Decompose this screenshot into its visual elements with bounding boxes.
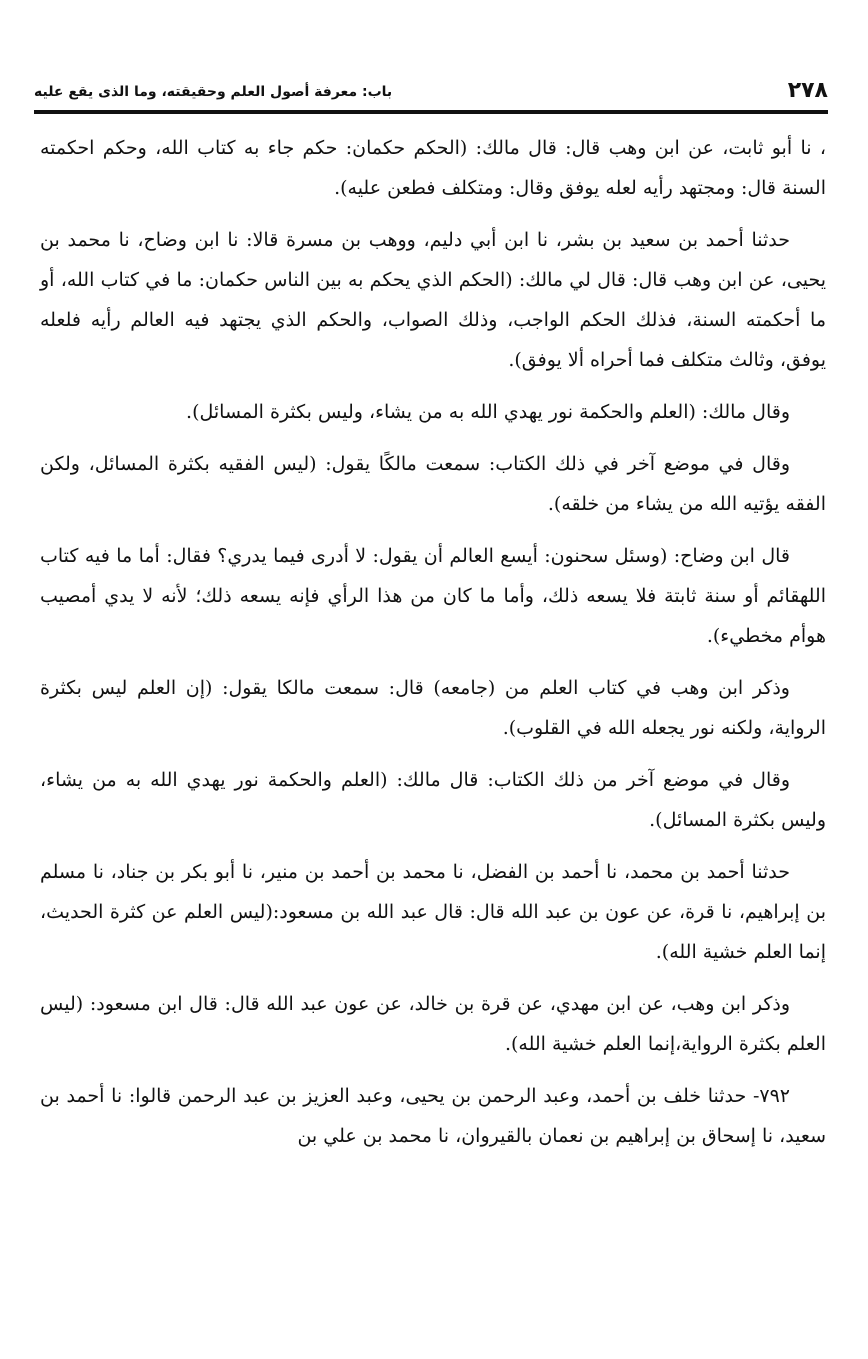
paragraph-10: ٧٩٢- حدثنا خلف بن أحمد، وعبد الرحمن بن يحيى، وعبد العزيز بن عبد الرحمن قالوا: نا أحمد بن سعيد، نا إسحاق بن إبراهيم بن نعمان بالقيروان، نا محمد بن علي بن [40, 1085, 826, 1147]
paragraph-9: وذكر ابن وهب، عن ابن مهدي، عن قرة بن خالد، عن عون عبد الله قال: قال ابن مسعود: (ليس العلم بكثرة الرواية،إنما العلم خشية الله). [40, 993, 826, 1055]
header-rule [34, 110, 828, 114]
paragraph-5: قال ابن وضاح: (وسئل سحنون: أيسع العالم أن يقول: لا أدرى فيما يدري؟ فقال: أما ما فيه كتاب اللهقائم أو سنة ثابتة فلا يسعه ذلك، وأما ما كان من هذا الرأي فإنه يسعه ذلك؛ لأنه لا يدي أمصيب هوأم مخطيء). [40, 545, 826, 647]
paragraph-2: حدثنا أحمد بن سعيد بن بشر، نا ابن أبي دليم، ووهب بن مسرة قالا: نا ابن وضاح، نا محمد بن يحيى، عن ابن وهب قال: قال لي مالك: (الحكم الذي يحكم به بين الناس حكمان: ما في كتاب الله، أو ما أحكمته السنة، فذلك الحكم الواجب، وذلك الصواب، والحكم الذي يجتهد فيه العالم رأيه فلعله يوفق، وثالث متكلف فما أحراه ألا يوفق). [40, 229, 826, 371]
paragraph-4: وقال في موضع آخر في ذلك الكتاب: سمعت مالكًا يقول: (ليس الفقيه بكثرة المسائل، ولكن الفقه يؤتيه الله من يشاء من خلقه). [40, 453, 826, 515]
body-text [40, 128, 826, 1168]
running-title: باب: معرفة أصول العلم وحقيقته، وما الذى يقع عليه [34, 84, 393, 100]
paragraph-1: ، نا أبو ثابت، عن ابن وهب قال: قال مالك: (الحكم حكمان: حكم جاء به كتاب الله، وحكم احكمته السنة قال: ومجتهد رأيه لعله يوفق وقال: ومتكلف فطعن عليه). [40, 137, 826, 199]
paragraph-3: وقال مالك: (العلم والحكمة نور يهدي الله به من يشاء، وليس بكثرة المسائل). [186, 401, 790, 423]
paragraph-8: حدثنا أحمد بن محمد، نا أحمد بن الفضل، نا محمد بن أحمد بن منير، نا أبو بكر بن جناد، نا مسلم بن إبراهيم، نا قرة، عن عون بن عبد الله قال: قال عبد الله بن مسعود:(ليس العلم عن كثرة الحديث، إنما العلم خشية الله). [40, 861, 826, 963]
paragraph-7: وقال في موضع آخر من ذلك الكتاب: قال مالك: (العلم والحكمة نور يهدي الله به من يشاء، وليس بكثرة المسائل). [40, 769, 826, 831]
page-number: ٢٧٨ [787, 78, 828, 103]
paragraph-6: وذكر ابن وهب في كتاب العلم من (جامعه) قال: سمعت مالكا يقول: (إن العلم ليس بكثرة الرواية، ولكنه نور يجعله الله في القلوب). [40, 677, 826, 739]
page-header [34, 72, 828, 106]
